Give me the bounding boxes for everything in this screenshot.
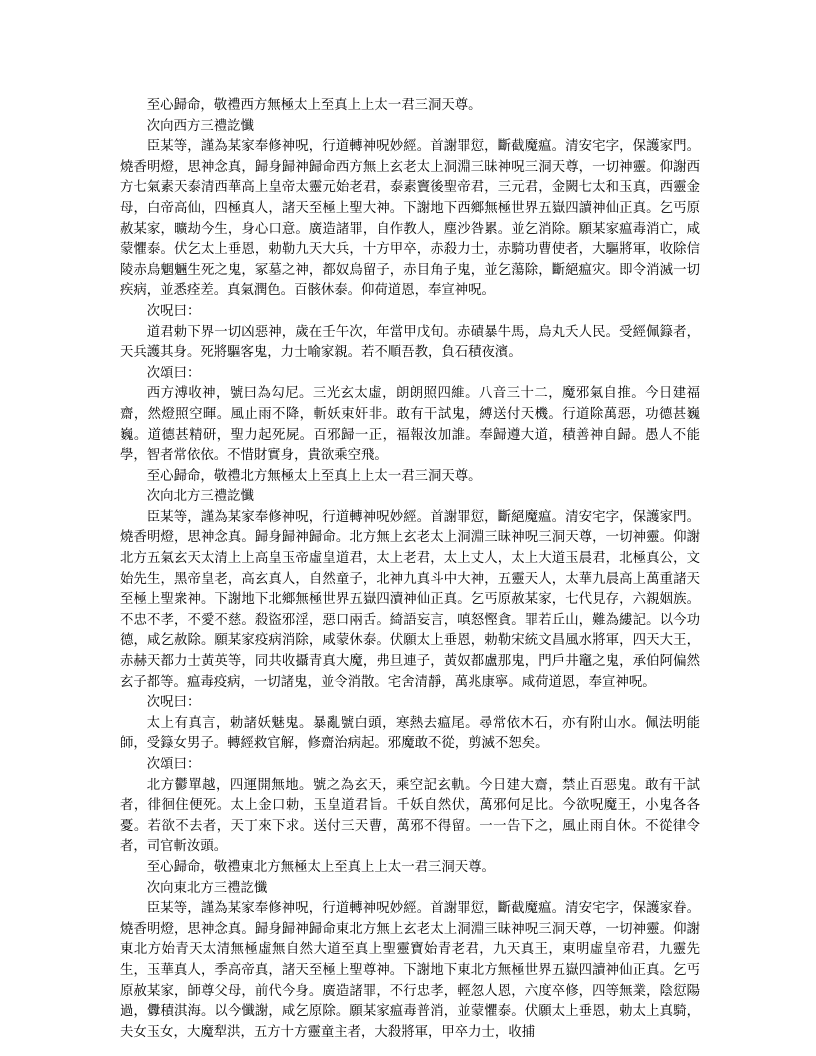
hymn-text-north: 北方鬱單越，四運開無地。號之為玄天，乘空記玄軌。今日建大齋，禁止百惡鬼。敢有干試者，徘徊住便死。太上金口勅，玉皇道君旨。千妖自然伏，萬邪何足比。今欲呪魔王，小鬼各各憂。若欲不去者，天丁來下求。送付三天曹，萬邪不得留。一一告下之，風止雨自休。不從律令者，司官斬汝頭。 <box>120 777 700 855</box>
heading-west-repentance: 次向西方三禮訖懺 <box>146 118 254 134</box>
incantation-heading-west: 次呪曰： <box>146 303 201 319</box>
hymn-text-west: 西方溥收神，號曰為勾尼。三光玄太虛，朗朗照四維。八音三十二，魔邪氣自推。今日建福齋，然燈照空暉。風止雨不降，斬妖束奸非。敢有干試鬼，縛送付天機。行道除萬惡，功德甚巍巍。道德甚精研，聖力起死屍。百邪歸一正，福報汝加誰。奉歸遵大道，積善神自歸。愚人不能學，智者常依依。不惜財實身，貴欲乘空飛。 <box>120 386 700 464</box>
scripture-page <box>120 96 700 1043</box>
repentance-text-northeast: 臣某等，謹為某家奉修神呪，行道轉神呪妙經。首謝罪愆，斷截魔瘟。清安宅字，保護家眷。燒香明燈，思神念真。歸身歸神歸命東北方無上玄老太上洞淵三昧神呪三洞天尊，一切神靈。仰謝東北方始青天太清無極虛無自然大道至真上聖靈寶始青老君，九天真王，東明虛皇帝君，九靈先生，玉華真人，季高帝真，諸天至極上聖尊神。下謝地下東北方無極世界五嶽四讀神仙正真。乞丐原赦某家，師尊父母，前代今身。廣造諸罪，不行忠孝，輕忽人恩，六度卒修，四等無業，陰愆陽過，釁積淇海。以今懺謝，咸乞原除。願某家瘟毒普消，並蒙懼泰。伏願太上垂恩，勅太上真騎，夫女玉女，大魔犁洪，五方十方靈童主者，大殺將軍，甲卒力士，收捕 <box>120 901 700 1040</box>
invocation-northeast: 至心歸命，敬禮東北方無極太上至真上上太一君三洞天尊。 <box>146 859 495 875</box>
repentance-text-west: 臣某等，謹為某家奉修神呪，行道轉神呪妙經。首謝罪愆，斷截魔瘟。清安宅字，保護家門。燒香明燈，思神念真，歸身歸神歸命西方無上玄老太上洞淵三昧神呪三洞天尊，一切神靈。仰謝西方七氣素天泰清西華高上皇帝太靈元始老君，泰素竇後聖帝君，三元君，金闕七太和玉真，西靈金母，白帝高仙，四極真人，諸天至極上聖大神。下謝地下西鄉無極世界五嶽四讀神仙正真。乞丐原赦某家，曠劫今生，身心口意。廣造諸罪，自作教人，塵沙咎累。並乞消除。願某家瘟毒消亡，咸蒙懼泰。伏乞太上垂恩，勅勒九天大兵，十方甲卒，赤殺力士，赤騎功曹使者，大驅將軍，收除信陵赤烏魍魎生死之鬼，冢墓之神，都奴烏留子，赤目角子鬼，並乞蕩除，斷絕瘟灾。即令消滅一切疾病，並悉痊差。真氣潤色。百骸休泰。仰荷道恩，奉宣神呪。 <box>120 139 700 299</box>
heading-north-repentance: 次向北方三禮訖懺 <box>146 489 254 505</box>
repentance-text-north: 臣某等，謹為某家奉修神呪，行道轉神呪妙經。首謝罪愆，斷絕魔瘟。清安宅字，保護家門。燒香明燈，思神念真。歸身歸神歸命。北方無上玄老太上洞淵三昧神呪三洞天尊，一切神靈。仰謝北方五氣玄天太清上上高皇玉帝虛皇道君，太上老君，太上丈人，太上大道玉晨君，北極真公，文始先生，黑帝皇老，高玄真人，自然童子，北神九真斗中大神，五靈天人，太華九晨高上萬重諸天至極上聖衆神。下謝地下北鄉無極世界五嶽四瀆神仙正真。乞丐原赦某家，七代見存，六親姻族。不忠不孝，不愛不慈。殺盜邪淫，惡口兩舌。綺語妄言，嗔怒慳貪。罪若丘山，難為縷記。以今功德，咸乞赦除。願某家疫病消除，咸蒙休泰。伏願太上垂恩，勅勒宋統文昌風水將軍，四天大王，赤赫天都力士黃英等，同共收攝青真大魔，弗旦連子，黃奴都盧那鬼，門戶井竈之鬼，承伯阿偏然玄子都等。瘟毒疫病，一切諸鬼，並令消散。宅舍清靜，萬兆康寧。咸荷道恩，奉宣神呪。 <box>120 509 700 690</box>
hymn-heading-west: 次頌曰： <box>146 365 201 381</box>
incantation-text-west: 道君勅下界一切凶惡神，歲在壬午次，年當甲戊旬。赤磧暴牛馬，烏丸夭人民。受經佩籙者，天兵護其身。死將驅客鬼，力士喻家親。若不順吾教，負石積夜濱。 <box>120 324 700 361</box>
invocation-north: 至心歸命，敬禮北方無極太上至真上上太一君三洞天尊。 <box>146 468 482 484</box>
incantation-heading-north: 次呪曰： <box>146 695 201 711</box>
incantation-text-north: 太上有真言，勅諸妖魅鬼。暴亂號白頭，寒熱去瘟尾。尋常依木石，亦有附山水。佩法明能師，受籙女男子。轉經救官解，修齋治病起。邪魔敢不從，剪滅不恕矣。 <box>120 715 700 752</box>
heading-northeast-repentance: 次向東北方三禮訖懺 <box>146 880 268 896</box>
invocation-west: 至心歸命，敬禮西方無極太上至真上上太一君三洞天尊。 <box>146 98 482 113</box>
hymn-heading-north: 次頌曰： <box>146 757 201 772</box>
